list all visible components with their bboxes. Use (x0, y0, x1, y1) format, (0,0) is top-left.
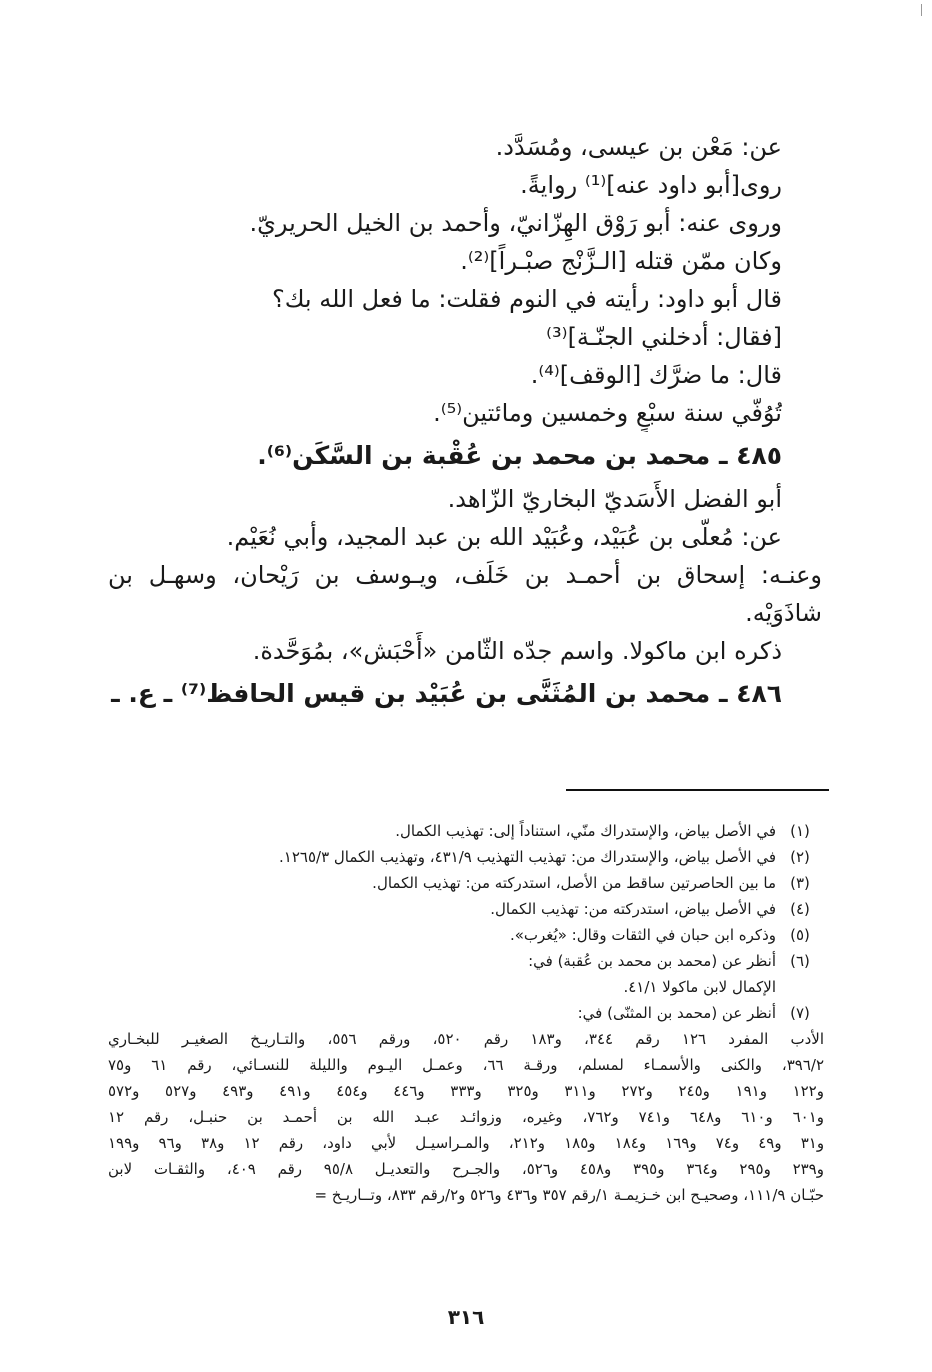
text-line-wa-anhu-485: وعنـه: إسحاق بن أحمـد بن خَلَف، ويـوسف بن رَيْحان، وسهـل بن (108, 561, 822, 589)
text-line-an-485: عن: مُعلّى بن عُبَيْد، وعُبَيْد الله بن عبد المجيد، وأبي نُعَيْم. (226, 523, 782, 551)
text-line-qal-abu-dawud: قال أبو داود: رأيته في النوم فقلت: ما فعل الله بك؟ (271, 285, 782, 313)
footnote-number: (٢) (790, 848, 810, 866)
footnote-number (776, 974, 824, 1000)
footnote-continuation-line: و٦٠١ و٦١٠ و٦٤٨ و٧٤١ و٧٦٢، وغيره، وزوائـد عبـد الله بن أحمـد بن حنبـل، رقم ١٢ (108, 1108, 824, 1126)
footnote-item (108, 922, 824, 948)
footnote-number: (١) (790, 822, 810, 840)
text-line-rawa: روى[أبو داود عنه]⁽¹⁾ روايةً. (520, 171, 782, 199)
footnote-number: (٥) (790, 926, 810, 944)
text-line-dhakarahu: ذكره ابن ماكولا. واسم جدّه الثّامن «أَحْبَش»، بمُوَحَّدة. (252, 637, 782, 665)
text-line-qatalahu: وكان ممّن قتله [الـزَّنْج صبْـراً]⁽²⁾. (460, 247, 782, 275)
footnote-separator (566, 789, 829, 791)
footnote-text: الإكمال لابن ماكولا ٤١/١. (623, 978, 776, 996)
footnote-continuation-line: و١٢٢ و١٩١ و٢٤٥ و٢٧٢ و٣١١ و٣٢٥ و٣٣٣ و٤٤٦ و٤٥٤ و٤٩١ و٤٩٣ و٥٢٧ و٥٧٢ (108, 1082, 824, 1100)
footnote-number: (٤) (790, 900, 810, 918)
footnote-text: في الأصل بياض، والإستدراك من: تهذيب التهذيب ٤٣١/٩، وتهذيب الكمال ١٢٦٥/٣. (279, 848, 776, 866)
entry-heading-485: ٤٨٥ ـ محمد بن محمد بن عُقْبة بن السَّكَن⁽⁶⁾. (257, 441, 782, 470)
footnote-continuation-line: و٢٣٩ و٢٩٥ و٣٦٤ و٣٩٥ و٤٥٨ و٥٢٦، والجـرح والتعديـل ٩٥/٨ رقم ٤٠٩، والثقـات لابن (108, 1160, 824, 1178)
footnote-text: أنظر عن (محمد بن محمد بن عُقبة) في: (528, 952, 776, 970)
footnote-text: في الأصل بياض، والإستدراك منّي، استناداً إلى: تهذيب الكمال. (395, 822, 776, 840)
footnote-continuation-line: الأدب المفرد ١٢٦ رقم ٣٤٤، و١٨٣ رقم ٥٢٠، ورقم ٥٥٦، والتـاريـخ الصغيـر للبخـاري (108, 1030, 824, 1048)
text-line-tuwuffi: تُوُفّي سنة سبْعٍ وخمسين ومائتين⁽⁵⁾. (433, 399, 782, 427)
footnote-text: ما بين الحاصرتين ساقط من الأصل، استدركته من: تهذيب الكمال. (372, 874, 776, 892)
footnote-number: (٧) (790, 1004, 810, 1022)
text-line-qal: قال: ما ضرَّك [الوقف]⁽⁴⁾. (530, 361, 782, 389)
footnotes-block (108, 818, 824, 1208)
footnote-text: وذكره ابن حبان في الثقات وقال: «يُغرب». (509, 926, 776, 944)
footnote-item (108, 870, 824, 896)
footnote-text: أنظر عن (محمد بن المثنّى) في: (577, 1004, 776, 1022)
footnote-continuation-line: حبّـان ١١١/٩، وصحيـح ابن خـزيمـة ١/رقم ٣٥٧ و٤٣٦ و٥٢٦ و٢/رقم ٨٣٣، وتــاريـخ = (314, 1186, 824, 1204)
footnote-item (108, 844, 824, 870)
footnote-number: (٦) (790, 952, 810, 970)
scan-mark (921, 4, 922, 16)
footnote-item (108, 818, 824, 844)
footnote-text: في الأصل بياض، استدركته من: تهذيب الكمال. (490, 900, 776, 918)
footnote-item (108, 1000, 824, 1026)
footnote-item (108, 896, 824, 922)
text-line-an: عن: مَعْن بن عيسى، ومُسَدَّد. (495, 133, 782, 161)
main-text-block (108, 128, 822, 718)
footnote-item (108, 948, 824, 974)
text-line-rawa-anhu: وروى عنه: أبو رَوْق الهِزّانيّ، وأحمد بن الخيل الحريريّ. (249, 209, 782, 237)
footnote-continuation-line: و٣١ و٤٩ و٧٤ و١٦٩ و١٨٤ و١٨٥ و٢١٢، والمـراسيـل لأبي داود، رقم ١٢ و٣٨ و٩٦ و١٩٩ (108, 1134, 824, 1152)
entry-heading-486: ٤٨٦ ـ محمد بن المُثَنَّى بن عُبَيْد بن قيس الحافظ⁽⁷⁾ ـ ع. ـ (111, 679, 782, 708)
text-line-faqal: [فقال: أدخلني الجنّـة]⁽³⁾ (546, 323, 782, 351)
footnote-item (108, 974, 824, 1000)
page-number: ٣١٦ (447, 1305, 485, 1329)
text-line-kunya: أبو الفضل الأَسَديّ البخاريّ الزّاهد. (447, 485, 782, 513)
footnote-number: (٣) (790, 874, 810, 892)
text-line-shadhawayh: شاذَوَيْه. (745, 599, 822, 627)
footnote-continuation-line: ٣٩٦/٢، والكنى والأسمـاء لمسلم، ورقـة ٦٦، وعمـل اليـوم والليلة للنسـائي، رقم ٦١ و٧٥ (108, 1056, 824, 1074)
